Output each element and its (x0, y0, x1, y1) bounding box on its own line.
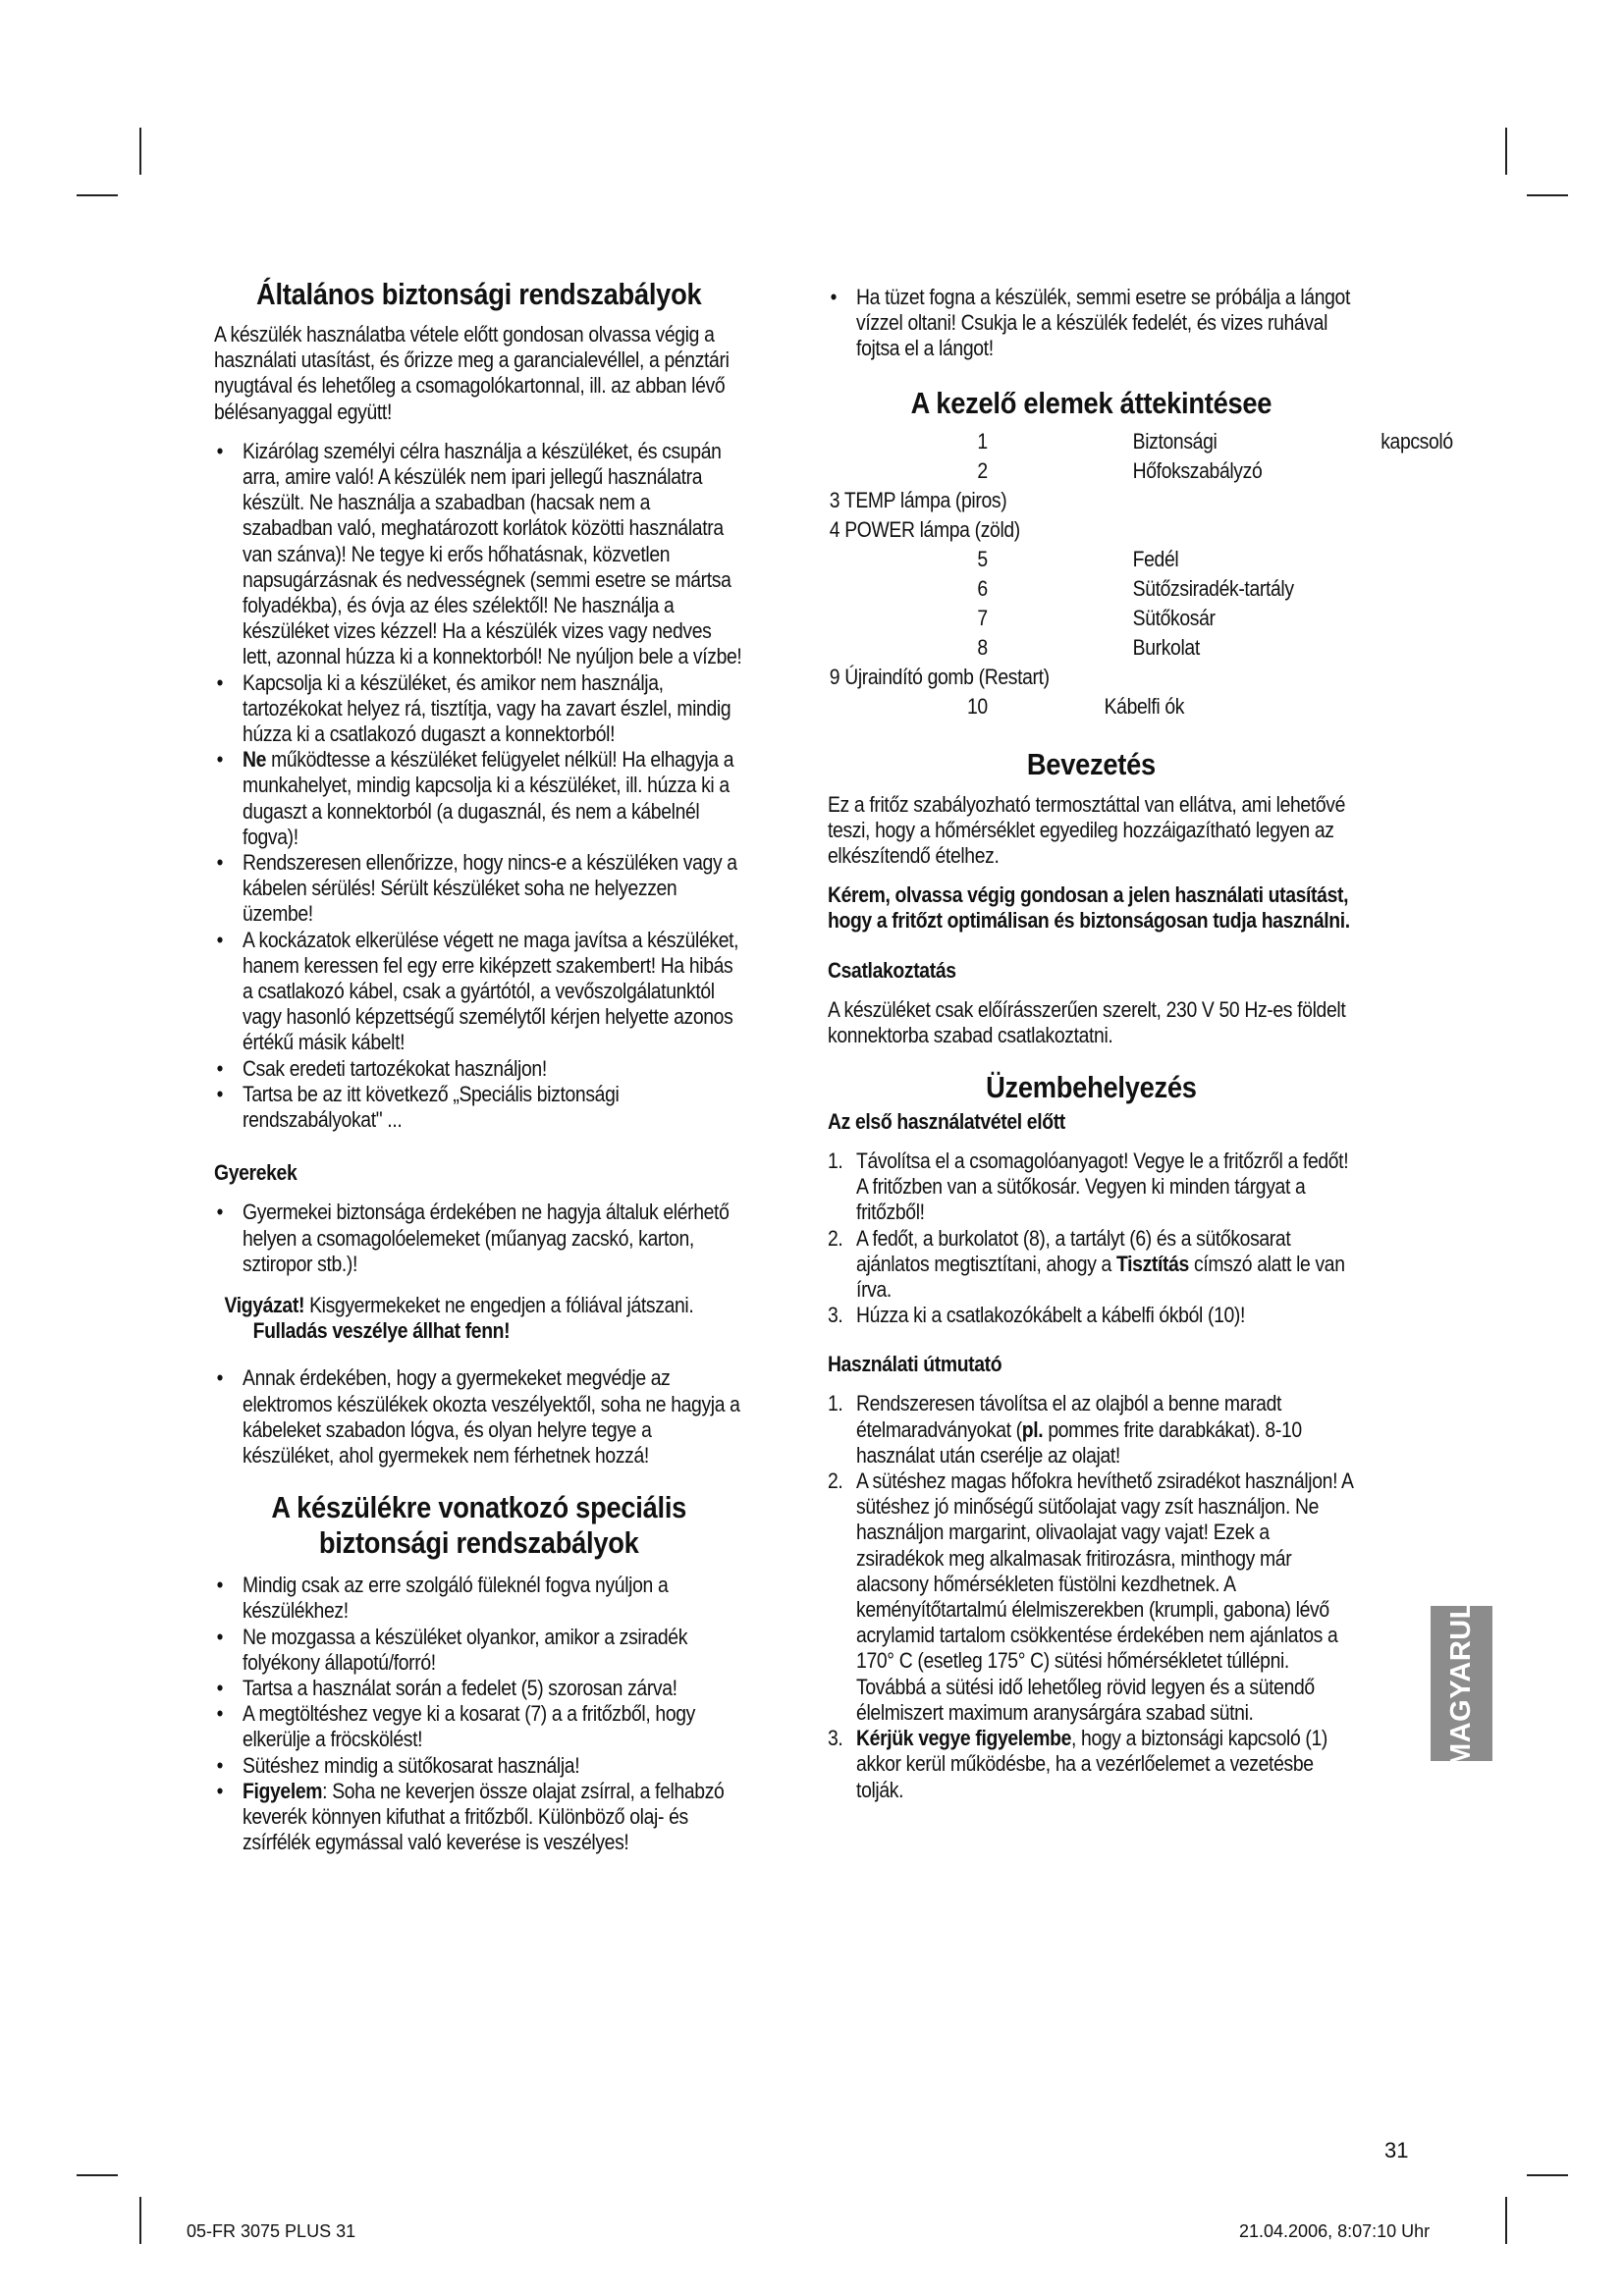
list-item: • Tartsa a használat során a fedelet (5) szorosan zárva! (214, 1676, 743, 1701)
right-column (828, 285, 1453, 1821)
intro-text: Ez a fritőz szabályozható termosztáttal van ellátva, ami lehetővé teszi, hogy a hőmérséklet egyedileg hozzáigazítható legyen az elkészítendő ételhez. (828, 791, 1346, 869)
list-item: • Ne mozgassa a készüléket olyankor, amikor a zsiradék folyékony állapotú/forró! (214, 1625, 743, 1676)
list-item (828, 1726, 1355, 1803)
warning-text: Kisgyermekeket ne engedjen a fóliával játszani. (304, 1292, 694, 1317)
list-item-text: címszó alatt le van írva. (856, 1251, 1345, 1303)
bold-word: Ne (243, 747, 267, 773)
special-bullet-list (214, 1573, 743, 1855)
section-title-controls: A kezelő elemek áttekintésee (910, 385, 1272, 420)
part-row (828, 694, 1355, 720)
part-number: 2 (977, 457, 988, 483)
part-row (828, 488, 1355, 513)
part-name: Kábelfi ók (1104, 693, 1185, 719)
part-inline: 9 Újraindító gomb (Restart) (829, 664, 1050, 689)
part-row (828, 635, 1355, 661)
page-number: 31 (1384, 2138, 1409, 2163)
connection-text: A készüléket csak előírásszerűen szerelt, 230 V 50 Hz-es földelt konnektorba szabad csatlakoztatni. (828, 996, 1346, 1047)
list-item: • Mindig csak az erre szolgáló füleknél fogva nyúljon a készülékhez! (214, 1573, 743, 1624)
part-name: Burkolat (1132, 634, 1200, 660)
list-item (828, 1391, 1355, 1468)
subsection-title-connection: Csatlakoztatás (828, 957, 956, 983)
warning-line-2: Fulladás veszélye állhat fenn! (252, 1318, 511, 1344)
part-row (828, 547, 1355, 572)
part-inline: 3 TEMP lámpa (piros) (829, 487, 1007, 512)
intro-bold-text: Kérem, olvassa végig gondosan a jelen használati utasítást, hogy a fritőzt optimálisan és biztonságosan tudja használni. (828, 882, 1350, 934)
subsection-title-children: Gyerekek (214, 1160, 298, 1186)
list-item: • Tartsa be az itt következő „Speciális biztonsági rendszabályokat" ... (214, 1082, 743, 1133)
list-item (214, 747, 743, 850)
list-item: • Annak érdekében, hogy a gyermekeket megvédje az elektromos készülékek okozta veszélyektől, soha ne hagyja a kábeleket szabadon lógva, és olyan helyre tegye a készüléket, ahol gyermekek nem férhetnek hozzá! (214, 1365, 743, 1468)
section-title-general-safety: Általános biztonsági rendszabályok (256, 277, 702, 311)
usage-list (828, 1391, 1355, 1802)
crop-mark (139, 2197, 141, 2244)
crop-mark (1527, 2174, 1568, 2176)
list-item-text: A fedőt, a burkolatot (8), a tartályt (6) és a sütőkosarat ajánlatos megtisztítani, ahogy a (856, 1225, 1291, 1276)
warning-label: Vigyázat! (224, 1292, 305, 1317)
item-number: 1. (828, 1148, 843, 1174)
list-item: • Kizárólag személyi célra használja a készüléket, és csupán arra, amire való! A készülék nem ipari jellegű használatra készült. Ne használja a szabadban (hacsak nem a szabadban való, meghatározott korlátok közötti használatra van szánva)! Ne tegye ki erős hőhatásnak, közvetlen napsugárzásnak és nedvességnek (semmi esetre se mártsa folyadékba), és óvja az éles szélektől! Ne használja a készüléket vizes kézzel! Ha a készülék vizes vagy nedves lett, azonnal húzza ki a konnektorból! Ne nyúljon bele a vízbe! (214, 439, 743, 670)
warning-note (225, 1293, 744, 1344)
crop-mark (139, 128, 141, 175)
part-row (828, 428, 1453, 454)
language-tab-label: MAGYARUL (1445, 1600, 1478, 1767)
left-column (214, 277, 743, 1875)
footer-left: 05-FR 3075 PLUS 31 (187, 2221, 356, 2241)
list-item: • Sütéshez mindig a sütőkosarat használja! (214, 1753, 743, 1779)
part-name-extra: kapcsoló (1380, 428, 1453, 454)
list-item-text: , hogy a biztonsági kapcsoló (1) akkor kerül működésbe, ha a vezérlőelemet a vezetésbe tolják. (856, 1726, 1328, 1802)
part-row (828, 576, 1355, 602)
part-row (828, 606, 1355, 631)
subsection-title-first-use: Az első használatvétel előtt (828, 1109, 1065, 1135)
part-name: Biztonsági (1132, 428, 1218, 454)
list-item: • Csak eredeti tartozékokat használjon! (214, 1056, 743, 1082)
list-item-text: : Soha ne keverjen össze olajat zsírral, a felhabzó keverék könnyen kifuthat a fritőzből. Különböző olaj- és zsírfélék egymással való keverése is veszélyes! (243, 1778, 725, 1855)
section-title-setup: Üzembehelyezés (986, 1070, 1197, 1105)
list-item: • A kockázatok elkerülése végett ne maga javítsa a készüléket, hanem keressen fel egy erre kiképzett szakembert! Ha hibás a csatlakozó kábel, csak a gyártótól, a vevőszolgálatunktól vagy hasonló képzettségű személytől kérjen helyette azonos értékű másik kábelt! (214, 928, 743, 1056)
list-item (828, 1226, 1355, 1304)
crop-mark (1505, 2197, 1507, 2244)
part-number: 8 (977, 634, 988, 660)
intro-paragraph: A készülék használatba vétele előtt gondosan olvassa végig a használati utasítást, és őrizze meg a garancialevéllel, a pénztári nyugtával és lehetőleg a csomagolókartonnal, ill. az abban lévő bélésanyaggal együtt! (214, 322, 730, 424)
crop-mark (77, 194, 118, 196)
list-item-text: pommes frite darabkákat). 8-10 használat után cserélje az olajat! (856, 1416, 1302, 1468)
part-number: 1 (977, 428, 988, 454)
crop-mark (1505, 128, 1507, 175)
part-row (828, 458, 1355, 484)
part-inline: 4 POWER lámpa (zöld) (829, 516, 1020, 542)
item-number: 3. (828, 1726, 843, 1751)
list-item (828, 1148, 1355, 1226)
list-item-text: Rendszeresen távolítsa el az olajból a benne maradt ételmaradványokat ( (856, 1391, 1282, 1442)
list-item (828, 1468, 1355, 1726)
part-name: Sütőzsiradék-tartály (1132, 575, 1294, 601)
controls-parts-list (828, 428, 1453, 729)
bold-word: Tisztítás (1116, 1251, 1189, 1276)
item-number: 2. (828, 1225, 843, 1251)
safety-bullet-list (214, 439, 743, 1133)
list-item-text: A sütéshez magas hőfokra hevíthető zsiradékot használjon! A sütéshez jó minőségű sütőolajat vagy zsít használjon. Ne használjon margarint, olivaolajat vagy vajat! Ezek a zsiradékok meg alkalmasak fritirozásra, minthogy már alacsony hőmérsékleten füstölni kezdhetnek. A keményítőtartalmú élelmiszerekben (krumpli, gabona) lévő acrylamid tartalom csökkentése érdekében nem ajánlatos a 170° C (esetleg 175° C) sütési hőmérsékletet túllépni. Továbbá a sütési idő lehetőleg rövid legyen és a sütendő élelmiszert maximum aranysárgára szabad sütni. (856, 1468, 1353, 1725)
list-item-text: működtesse a készüléket felügyelet nélkül! Ha elhagyja a munkahelyet, mindig kapcsolja ki a készüléket, ill. húzza ki a dugaszt a konnektorból (a dugasznál, és nem a kábelnél fogva)! (243, 747, 734, 849)
bold-word: Figyelem (243, 1778, 323, 1803)
list-item: • Rendszeresen ellenőrizze, hogy nincs-e a készüléken vagy a kábelen sérülés! Sérült készüléket soha ne helyezzen üzembe! (214, 850, 743, 928)
list-item-text: Húzza ki a csatlakozókábelt a kábelfi ókból (10)! (856, 1303, 1246, 1328)
part-row (828, 517, 1355, 543)
bold-word: pl. (1021, 1416, 1044, 1442)
first-use-list (828, 1148, 1355, 1328)
part-number: 7 (977, 605, 988, 630)
part-name: Sütőkosár (1132, 605, 1216, 630)
item-number: 1. (828, 1391, 843, 1416)
children-bullet-list-2 (214, 1365, 743, 1468)
list-item: • Kapcsolja ki a készüléket, és amikor nem használja, tartozékokat helyez rá, tisztítja, vagy ha zavart észlel, mindig húzza ki a csatlakozó dugaszt a konnektorból! (214, 670, 743, 748)
part-number: 10 (966, 693, 988, 719)
list-item: • Gyermekei biztonsága érdekében ne hagyja általuk elérhető helyen a csomagolóelemeket (műanyag zacskó, karton, sztiropor stb.)! (214, 1200, 743, 1277)
list-item (214, 1779, 743, 1856)
list-item: • Ha tüzet fogna a készülék, semmi esetre se próbálja a lángot vízzel oltani! Csukja le a készülék fedelét, és vizes ruhával fojtsa el a lángot! (828, 285, 1355, 362)
list-item-text: Távolítsa el a csomagolóanyagot! Vegye le a fritőzről a fedőt! A fritőzben van a sütőkosár. Vegyen ki minden tárgyat a fritőzből! (856, 1148, 1349, 1225)
list-item (828, 1303, 1355, 1328)
part-number: 5 (977, 546, 988, 571)
special-title-line-2: biztonsági rendszabályok (318, 1525, 639, 1561)
list-item: • A megtöltéshez vegye ki a kosarat (7) a a fritőzből, hogy elkerülje a fröcskölést! (214, 1701, 743, 1752)
crop-mark (77, 2174, 118, 2176)
bold-word: Kérjük vegye figyelembe (856, 1726, 1071, 1751)
part-row (828, 665, 1355, 690)
part-name: Fedél (1132, 546, 1179, 571)
section-title-special-safety (214, 1490, 743, 1561)
subsection-title-usage: Használati útmutató (828, 1352, 1002, 1377)
footer-right: 21.04.2006, 8:07:10 Uhr (1239, 2221, 1431, 2241)
children-bullet-list (214, 1200, 743, 1277)
section-title-introduction: Bevezetés (1026, 746, 1156, 781)
item-number: 3. (828, 1303, 843, 1328)
special-title-line-1: A készülékre vonatkozó speciális (271, 1490, 687, 1525)
part-number: 6 (977, 575, 988, 601)
crop-mark (1527, 194, 1568, 196)
part-name: Hőfokszabályzó (1132, 457, 1263, 483)
language-tab (1431, 1600, 1492, 1767)
item-number: 2. (828, 1468, 843, 1494)
fire-bullet-list (828, 285, 1355, 362)
